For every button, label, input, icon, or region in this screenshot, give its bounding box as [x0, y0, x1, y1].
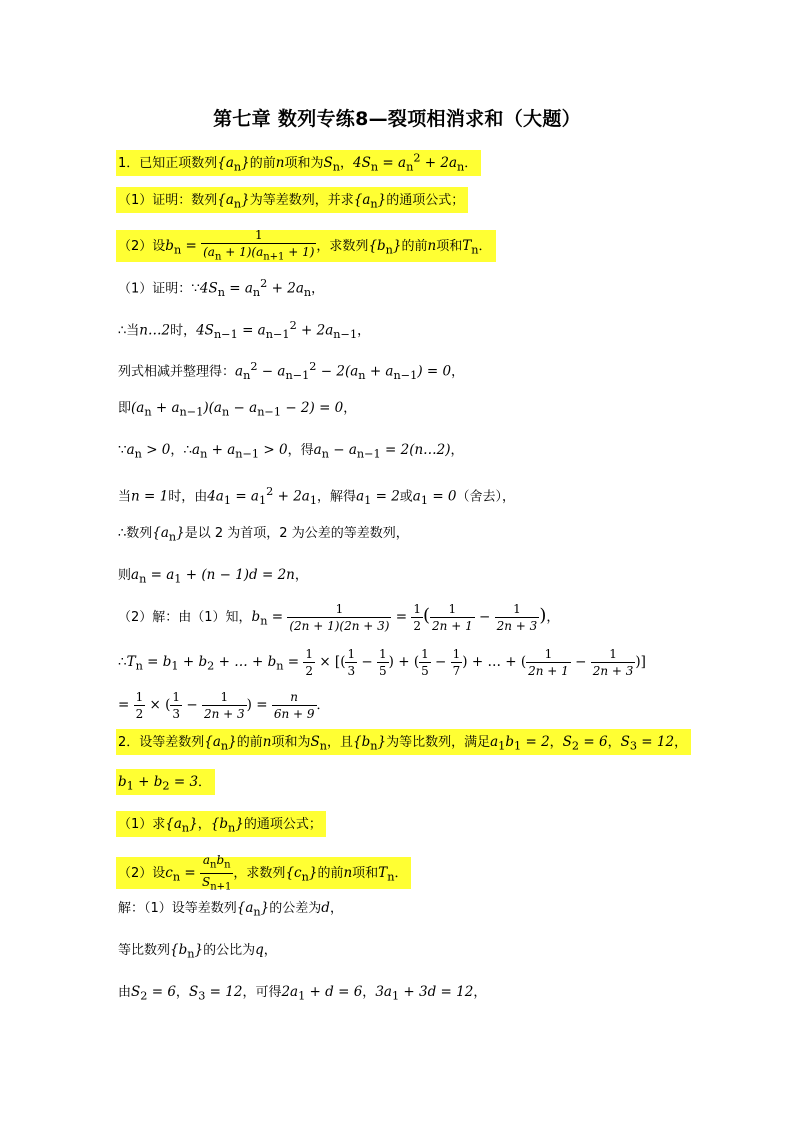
- solution-2-line-1: 解：（1）设等差数列$\{a_n\}$的公差为d，: [118, 900, 343, 919]
- problem-1-question-1: （1）证明：数列$\{a_n\}$为等差数列，并求$\{a_n\}$的通项公式；: [118, 190, 468, 215]
- solution-1-line-10: $\therefore T_n = b_1 + b_2$ + … + $b_n$ = $\frac{1}{2}$ × [( $\frac{1}{3}$ − $\frac{1}{5}$ ) + ( $\frac{1}{5}$ − $\frac{1}{7}$ ) + … + ( $\frac{1}{2n + 1}$ − $\frac{1}{2n + 3}$ )]: [118, 647, 646, 678]
- solution-2-line-3: 由$S_2 = 6$，$S_3 = 12$，可得$2a_1 + d = 6$，$3a_1 + 3d = 12$，: [118, 984, 487, 1003]
- problem-2-stem-cont: $b_1 + b_2 = 3$．: [118, 772, 215, 797]
- solution-1-line-5: $\because a_n > 0$，$\therefore a_n + a_{n-1} > 0$，得$a_n - a_{n-1}$ = 2(n…2)，: [118, 442, 464, 461]
- solution-1-line-1: （1）证明：$\because 4S_n = a_n^2 + 2a_n$，: [118, 277, 325, 300]
- solution-1-line-3: 列式相减并整理得：$a_n^2 - a_{n-1}^2 - 2(a_n + a_{n-1}) = 0$，: [118, 360, 465, 383]
- fraction-cn: $\frac{a_nb_n}{S_{n+1}}$: [202, 853, 232, 893]
- solution-1-line-8: 则$a_n = a_1 + (n - 1)d = 2n$，: [118, 567, 308, 586]
- problem-2-question-2: （2）设$c_n$ = $\frac{a_nb_n}{S_{n+1}}$ ，求数列$\{c_n\}$的前n项和$T_n$．: [118, 853, 411, 895]
- problem-2-stem: 2．设等差数列$\{a_n\}$的前n项和为$S_n$，且$\{b_n\}$为等比数列，满足$a_1b_1 = 2$，$S_2 = 6$，$S_3 = 12$，: [118, 732, 691, 757]
- solution-1-line-9: （2）解：由（1）知，$b_n$ = $\frac{1}{(2n + 1)(2n + 3)}$ = $\frac{1}{2}$ ( $\frac{1}{2n + 1}$ − $\frac{1}{2n + 3}$ )，: [118, 602, 560, 633]
- solution-1-line-6: 当n = 1时，由$4a_1 = a_1^2 + 2a_1$，解得$a_1 = 2$或$a_1 = 0$（舍去），: [118, 485, 516, 508]
- solution-1-line-7: ∴数列$\{a_n\}$是以 2 为首项，2 为公差的等差数列，: [118, 525, 409, 544]
- problem-1-question-2: （2）设$b_n$ = $\frac{1}{(a_n + 1)(a_{n+1} + 1)}$ ，求数列$\{b_n\}$的前n项和$T_n$．: [118, 228, 496, 264]
- problem-1-stem: 1．已知正项数列$\{a_n\}$的前n项和为$S_n$，$4S_n = a_n^2 + 2a_n$．: [118, 148, 481, 177]
- fraction-bn: $\frac{1}{(a_n + 1)(a_{n+1} + 1)}$: [203, 228, 315, 263]
- solution-1-line-4: 即$(a_n + a_{n-1})(a_n - a_{n-1} - 2) = 0$，: [118, 400, 357, 419]
- page-title: 第七章 数列专练8—裂项相消求和（大题）: [213, 108, 581, 130]
- solution-2-line-2: 等比数列$\{b_n\}$的公比为q，: [118, 942, 277, 961]
- solution-1-line-2: ∴当n…2时，$4S_{n-1} = a_{n-1}^2 + 2a_{n-1}$，: [118, 319, 371, 342]
- solution-1-line-11: = $\frac{1}{2}$ × ( $\frac{1}{3}$ − $\frac{1}{2n + 3}$ ) = $\frac{n}{6n + 9}$ ．: [118, 690, 330, 721]
- problem-2-question-1: （1）求$\{a_n\}$，$\{b_n\}$的通项公式；: [118, 814, 326, 839]
